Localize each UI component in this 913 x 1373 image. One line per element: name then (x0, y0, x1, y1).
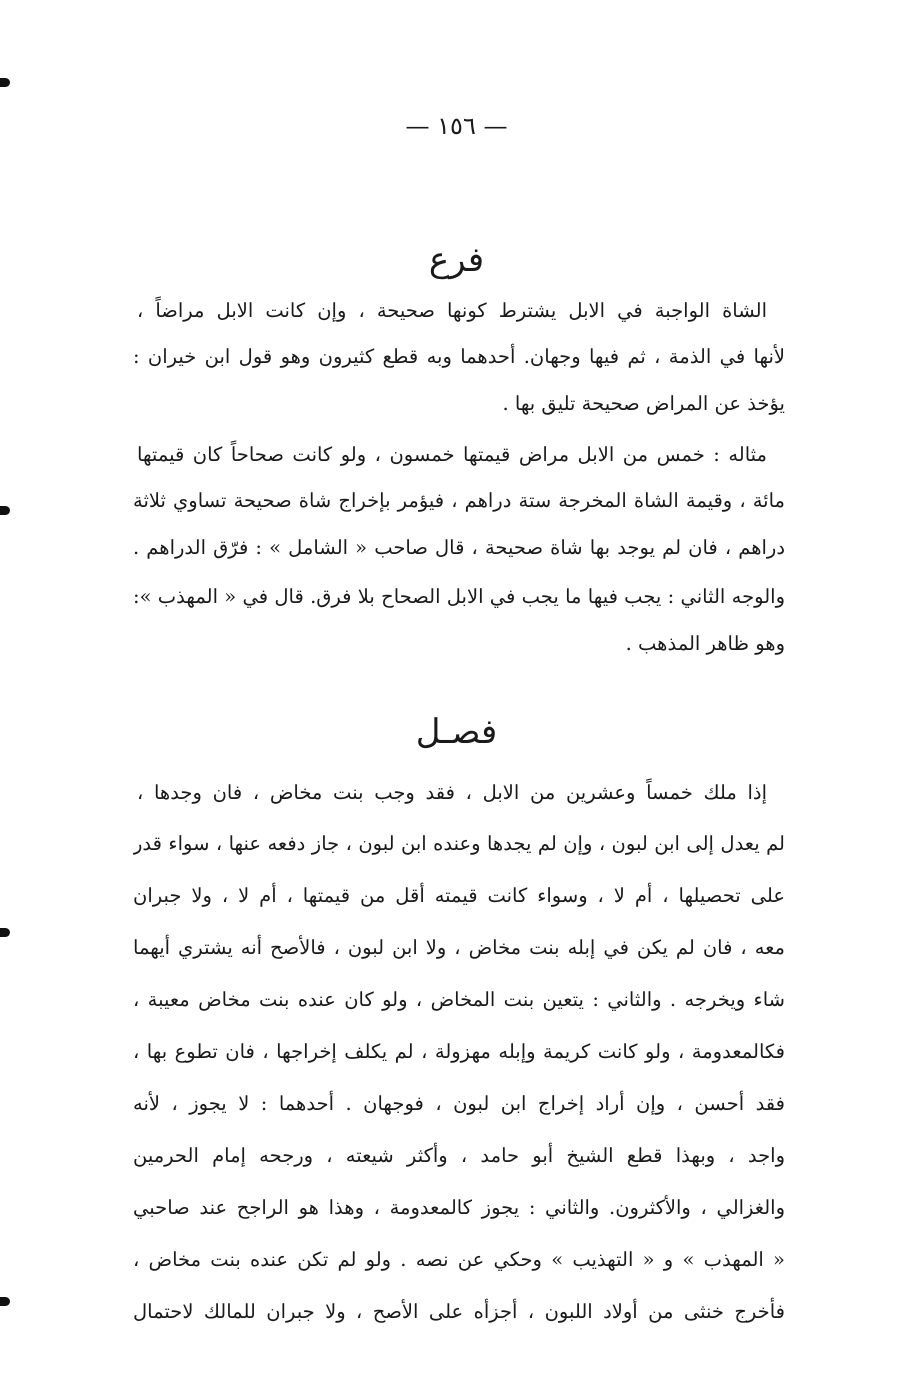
text-line: فأخرج خنثى من أولاد اللبون ، أجزأه على الأصح ، ولا جبران للمالك لاحتمال (133, 1300, 785, 1323)
binding-mark (0, 506, 10, 515)
text-line: فكالمعدومة ، ولو كانت كريمة وإبله مهزولة ، لم يكلف إخراجها ، فان تطوع بها ، (133, 1040, 785, 1063)
text-line: وهو ظاهر المذهب . (625, 632, 785, 655)
text-line: فقد أحسن ، وإن أراد إخراج ابن لبون ، فوجهان . أحدهما : لا يجوز ، لأنه (133, 1092, 785, 1115)
text-line: الشاة الواجبة في الابل يشترط كونها صحيحة ، وإن كانت الابل مراضاً ، (137, 299, 767, 322)
text-line: دراهم ، فان لم يوجد بها شاة صحيحة ، قال صاحب « الشامل » : فرّق الدراهم . (133, 536, 785, 559)
text-line: شاء ويخرجه . والثاني : يتعين بنت المخاض ، ولو كان عنده بنت مخاض معيبة ، (133, 988, 785, 1011)
text-line: والغزالي ، والأكثرون. والثاني : يجوز كالمعدومة ، وهذا هو الراجح عند صاحبي (133, 1196, 785, 1219)
text-line: على تحصيلها ، أم لا ، وسواء كانت قيمته أقل من قيمتها ، أم لا ، ولا جبران (133, 884, 785, 907)
text-line: إذا ملك خمساً وعشرين من الابل ، فقد وجب بنت مخاض ، فان وجدها ، (137, 781, 767, 804)
text-line: والوجه الثاني : يجب فيها ما يجب في الابل الصحاح بلا فرق. قال في « المهذب »: (133, 585, 785, 608)
text-line: واجد ، وبهذا قطع الشيخ أبو حامد ، وأكثر شيعته ، ورجحه إمام الحرمين (133, 1144, 785, 1167)
section-heading-fasl: فصـل (415, 712, 498, 752)
binding-mark (0, 928, 10, 937)
text-line: مائة ، وقيمة الشاة المخرجة ستة دراهم ، فيؤمر بإخراج شاة صحيحة تساوي ثلاثة (133, 489, 785, 512)
binding-mark (0, 78, 10, 87)
binding-mark (0, 1297, 10, 1306)
section-heading-far: فرع (428, 240, 485, 280)
text-line: مثاله : خمس من الابل مراض قيمتها خمسون ، ولو كانت صحاحاً كان قيمتها (137, 443, 767, 466)
text-line: يؤخذ عن المراض صحيحة تليق بها . (502, 392, 785, 415)
text-line: معه ، فان لم يكن في إبله بنت مخاض ، ولا ابن لبون ، فالأصح أنه يشتري أيهما (133, 936, 785, 959)
text-line: لأنها في الذمة ، ثم فيها وجهان. أحدهما وبه قطع كثيرون وهو قول ابن خيران : (133, 345, 785, 368)
text-line: « المهذب » و « التهذيب » وحكي عن نصه . ولو لم تكن عنده بنت مخاض ، (133, 1248, 785, 1271)
text-line: لم يعدل إلى ابن لبون ، وإن لم يجدها وعنده ابن لبون ، جاز دفعه عنها ، سواء قدر (133, 832, 785, 855)
page-number: — ١٥٦ — (405, 112, 508, 140)
